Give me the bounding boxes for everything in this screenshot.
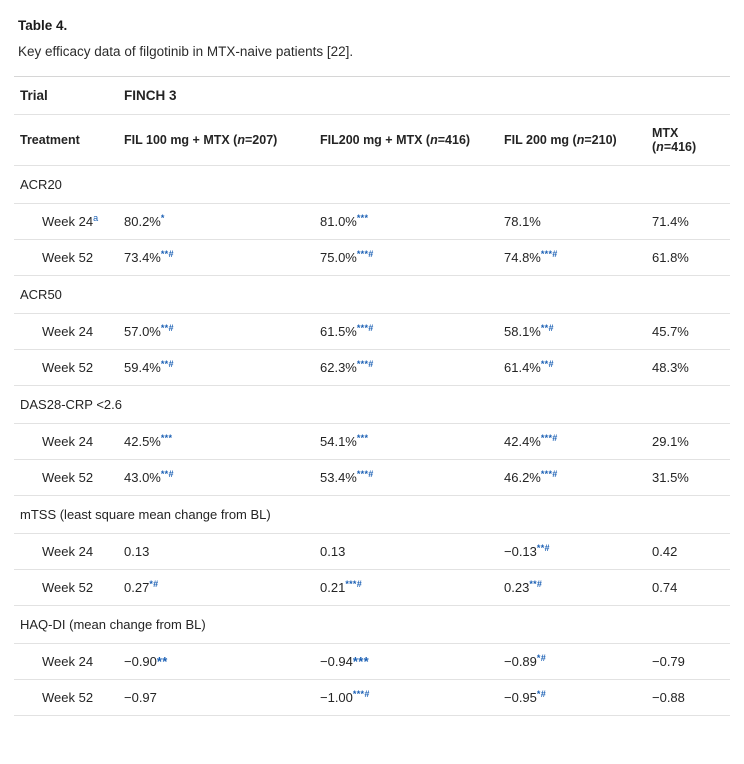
significance-marker: **#	[536, 543, 550, 553]
value-number: 73.4%	[124, 250, 161, 265]
significance-marker: ***	[352, 654, 369, 669]
table-cell-value	[118, 240, 314, 276]
table-cell-value	[314, 350, 498, 386]
significance-marker: *#	[536, 689, 547, 699]
table-cell-value	[314, 570, 498, 606]
significance-marker: ***#	[540, 249, 558, 259]
value-number: 61.8%	[652, 250, 689, 265]
table-cell-value	[498, 424, 646, 460]
table-row-label: Week 52	[14, 680, 118, 716]
value-number: 45.7%	[652, 324, 689, 339]
table-section-row	[14, 386, 730, 424]
table-cell-value	[498, 570, 646, 606]
header-arm-fil200-n: n	[576, 133, 585, 147]
table-row	[14, 680, 730, 716]
significance-marker: ***	[160, 433, 173, 443]
table-row	[14, 460, 730, 496]
significance-marker: **#	[160, 469, 174, 479]
footnote-marker: a	[93, 213, 99, 223]
value-number: 0.13	[124, 544, 150, 559]
value-number: 57.0%	[124, 324, 161, 339]
table-row-label: Week 52	[14, 240, 118, 276]
table-cell-value	[118, 314, 314, 350]
table-section-title: ACR50	[14, 276, 730, 314]
significance-marker: **#	[160, 323, 174, 333]
value-number: 71.4%	[652, 214, 689, 229]
table-header-row-trial	[14, 77, 730, 115]
table-row	[14, 240, 730, 276]
table-cell-value	[118, 570, 314, 606]
table-cell-value	[118, 644, 314, 680]
table-row	[14, 350, 730, 386]
value-number: 74.8%	[504, 250, 541, 265]
value-number: 0.21	[320, 580, 346, 595]
table-row	[14, 204, 730, 240]
significance-marker: **#	[160, 359, 174, 369]
significance-marker: ***#	[540, 433, 558, 443]
significance-marker: **#	[529, 579, 543, 589]
value-number: 0.27	[124, 580, 150, 595]
table-cell-value	[646, 460, 730, 496]
table-cell-value	[118, 460, 314, 496]
significance-marker: ***	[356, 433, 369, 443]
value-number: 31.5%	[652, 470, 689, 485]
table-cell-value	[314, 680, 498, 716]
table-section-row	[14, 606, 730, 644]
table-body	[14, 166, 730, 716]
value-number: −0.94	[320, 654, 353, 669]
header-arm-mtx	[646, 115, 730, 166]
table-row-label: Week 52	[14, 350, 118, 386]
value-number: 81.0%	[320, 214, 357, 229]
table-section-title: DAS28-CRP <2.6	[14, 386, 730, 424]
significance-marker: **#	[540, 359, 554, 369]
table-cell-value	[646, 240, 730, 276]
table-cell-value	[314, 534, 498, 570]
table-row	[14, 570, 730, 606]
table-cell-value	[118, 534, 314, 570]
table-cell-value	[314, 314, 498, 350]
value-number: 53.4%	[320, 470, 357, 485]
header-arm-fil100-mtx-pre: FIL 100 mg + MTX (	[124, 133, 238, 147]
value-number: 78.1%	[504, 214, 541, 229]
value-number: 75.0%	[320, 250, 357, 265]
table-cell-value	[646, 424, 730, 460]
significance-marker: ***	[356, 213, 369, 223]
table-cell-value	[498, 460, 646, 496]
table-cell-value	[646, 644, 730, 680]
table-cell-value	[314, 204, 498, 240]
efficacy-table	[14, 76, 730, 716]
table-caption-label: Table 4.	[18, 18, 68, 33]
value-number: 48.3%	[652, 360, 689, 375]
significance-marker: ***#	[352, 689, 370, 699]
value-number: −0.89	[504, 654, 537, 669]
header-trial-label: Trial	[14, 77, 118, 115]
table-row-label: Week 24	[14, 644, 118, 680]
header-arm-fil100-mtx-n: n	[237, 133, 245, 147]
value-number: 80.2%	[124, 214, 161, 229]
significance-marker: ***#	[356, 469, 374, 479]
header-arm-fil200-mtx-n: n	[430, 133, 438, 147]
significance-marker: ***#	[345, 579, 363, 589]
value-number: −0.79	[652, 654, 685, 669]
header-arm-fil200	[498, 115, 646, 166]
significance-marker: *#	[149, 579, 159, 589]
table-row-label: Week 24	[14, 534, 118, 570]
table-row-label: Week 52	[14, 570, 118, 606]
significance-marker: *#	[536, 653, 547, 663]
table-section-row	[14, 276, 730, 314]
table-caption-text: Key efficacy data of filgotinib in MTX-naive patients [22].	[18, 44, 354, 59]
table-cell-value	[314, 644, 498, 680]
header-arm-fil200-pre: FIL 200 mg (	[504, 133, 577, 147]
table-cell-value	[498, 350, 646, 386]
table-section-title: ACR20	[14, 166, 730, 204]
table-row	[14, 644, 730, 680]
table-cell-value	[498, 204, 646, 240]
table-cell-value	[498, 644, 646, 680]
value-number: 0.23	[504, 580, 530, 595]
table-cell-value	[498, 240, 646, 276]
header-arm-fil200-post: =210)	[584, 133, 617, 147]
table-cell-value	[498, 680, 646, 716]
significance-marker: ***#	[540, 469, 558, 479]
significance-marker: ***#	[356, 359, 374, 369]
table-row	[14, 424, 730, 460]
header-arm-fil200-mtx-pre: FIL200 mg + MTX (	[320, 133, 431, 147]
table-cell-value	[314, 424, 498, 460]
header-arm-mtx-n: n	[656, 140, 664, 154]
header-arm-mtx-post: =416)	[663, 140, 697, 154]
value-number: 61.5%	[320, 324, 357, 339]
significance-marker: **	[156, 654, 168, 669]
value-number: −0.90	[124, 654, 157, 669]
table-row-label: Week 24$^a$	[14, 204, 118, 240]
table-cell-value	[646, 534, 730, 570]
table-cell-value	[498, 314, 646, 350]
table-row-label: Week 24	[14, 424, 118, 460]
value-number: 58.1%	[504, 324, 541, 339]
value-number: −0.13	[504, 544, 537, 559]
table-cell-value	[118, 680, 314, 716]
table-cell-value	[498, 534, 646, 570]
significance-marker: ***#	[356, 249, 374, 259]
significance-marker: **#	[540, 323, 554, 333]
significance-marker: ***#	[356, 323, 374, 333]
header-arm-fil100-mtx-post: =207)	[244, 133, 278, 147]
table-cell-value	[646, 204, 730, 240]
value-number: −0.95	[504, 690, 537, 705]
significance-marker: **#	[160, 249, 174, 259]
table-cell-value	[118, 350, 314, 386]
table-section-row	[14, 166, 730, 204]
value-number: 59.4%	[124, 360, 161, 375]
header-arm-mtx-pre: MTX (	[652, 126, 679, 154]
table-row	[14, 314, 730, 350]
value-number: 0.42	[652, 544, 678, 559]
value-number: 62.3%	[320, 360, 357, 375]
value-number: −0.97	[124, 690, 157, 705]
table-row	[14, 534, 730, 570]
table-cell-value	[646, 680, 730, 716]
value-number: 0.74	[652, 580, 678, 595]
table-cell-value	[314, 460, 498, 496]
table-cell-value	[118, 424, 314, 460]
table-cell-value	[646, 570, 730, 606]
value-number: 0.13	[320, 544, 346, 559]
header-arm-fil200-mtx	[314, 115, 498, 166]
value-number: 46.2%	[504, 470, 541, 485]
table-header-row-treatment	[14, 115, 730, 166]
value-number: −1.00	[320, 690, 353, 705]
table-head	[14, 77, 730, 166]
value-number: 42.4%	[504, 434, 541, 449]
value-number: 42.5%	[124, 434, 161, 449]
table-caption	[14, 16, 730, 62]
value-number: 43.0%	[124, 470, 161, 485]
table-section-row	[14, 496, 730, 534]
table-cell-value	[118, 204, 314, 240]
value-number: 29.1%	[652, 434, 689, 449]
table-cell-value	[646, 314, 730, 350]
significance-marker: *	[160, 213, 165, 223]
table-cell-value	[314, 240, 498, 276]
header-treatment-label: Treatment	[14, 115, 118, 166]
header-arm-fil200-mtx-post: =416)	[437, 133, 471, 147]
table-row-label: Week 24	[14, 314, 118, 350]
header-arm-fil100-mtx	[118, 115, 314, 166]
value-number: 61.4%	[504, 360, 541, 375]
header-trial-name: FINCH 3	[118, 77, 730, 115]
table-section-title: HAQ-DI (mean change from BL)	[14, 606, 730, 644]
table-row-label: Week 52	[14, 460, 118, 496]
table-section-title: mTSS (least square mean change from BL)	[14, 496, 730, 534]
value-number: 54.1%	[320, 434, 357, 449]
value-number: −0.88	[652, 690, 685, 705]
table-cell-value	[646, 350, 730, 386]
